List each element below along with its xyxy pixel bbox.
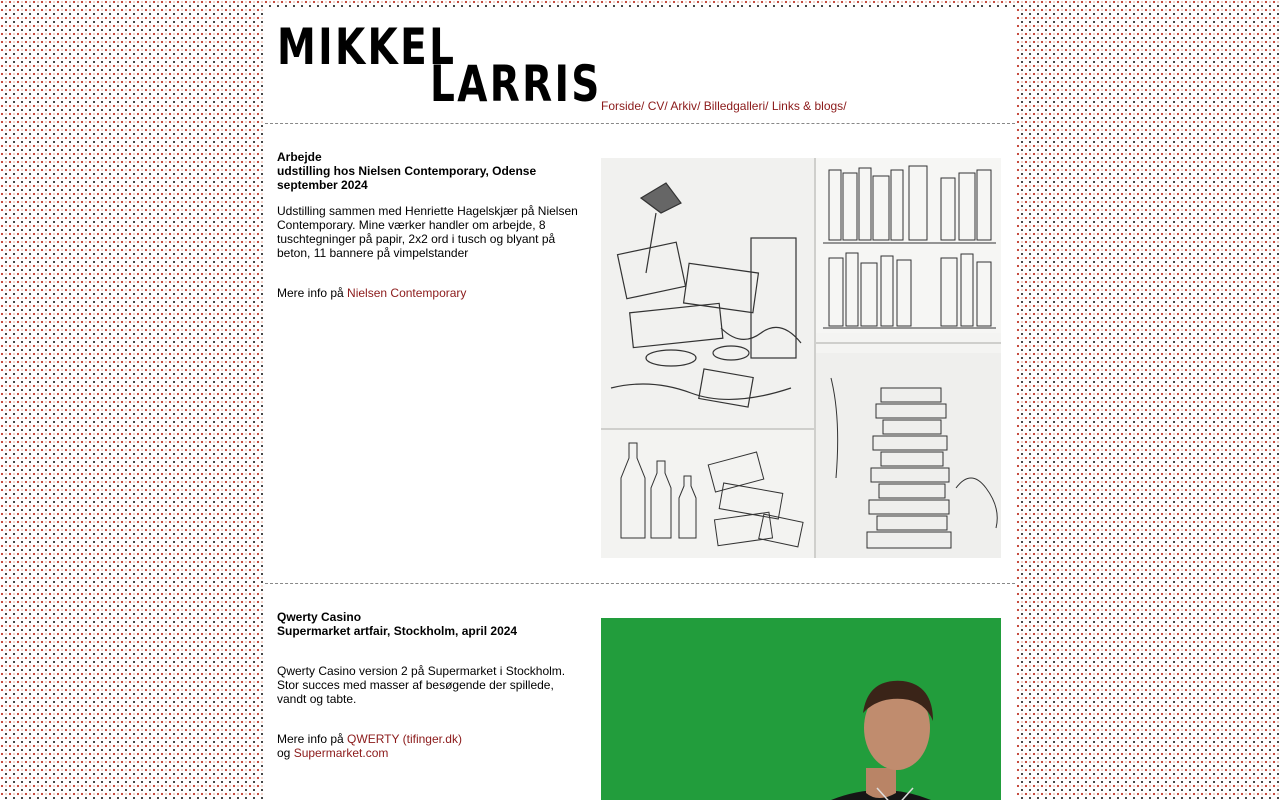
logo-line2: LARRIS [430, 55, 602, 113]
entry-arbejde [265, 124, 1015, 584]
drawing-illustration [601, 158, 1001, 558]
qwerty-casino-photo[interactable] [601, 618, 1001, 800]
nav-forside[interactable]: Forside [601, 99, 642, 113]
entry-text [277, 150, 582, 300]
logo-line1: MIKKEL [277, 18, 457, 76]
nielsen-contemporary-link[interactable]: Nielsen Contemporary [347, 286, 467, 300]
entry-description: Udstilling sammen med Henriette Hagelskjær på Nielsen Contemporary. Mine værker handler om arbejde, 8 tuschtegninger på papir, 2x2 ord i tusch og blyant på beton, 11 bannere på vimpelstander [277, 204, 578, 260]
artwork-drawing-image[interactable] [601, 158, 1001, 558]
nav-cv[interactable]: CV [647, 99, 665, 113]
nav-links-blogs[interactable]: Links & blogs [771, 99, 844, 113]
entry-subtitle: udstilling hos Nielsen Contemporary, Odense [277, 164, 537, 178]
entry-subtitle: Supermarket artfair, Stockholm, april 2024 [277, 624, 518, 638]
photo-illustration [601, 618, 1001, 800]
nav-billedgalleri[interactable]: Billedgalleri [703, 99, 766, 113]
entry-more-info: Mere info på QWERTY (tifinger.dk) [277, 732, 462, 746]
qwerty-link[interactable]: QWERTY (tifinger.dk) [347, 732, 462, 746]
main-nav: Forside/ CV/ Arkiv/ Billedgalleri/ Links & blogs/ [601, 99, 847, 113]
entry-text [277, 610, 582, 760]
entry-title: Qwerty Casino [277, 610, 362, 624]
entry-date: september 2024 [277, 178, 368, 192]
site-logo[interactable] [277, 18, 602, 113]
entry-title: Arbejde [277, 150, 322, 164]
entry-more-info-2: og Supermarket.com [277, 746, 389, 760]
page-container [265, 8, 1015, 800]
supermarket-link[interactable]: Supermarket.com [293, 746, 389, 760]
entry-more-info: Mere info på Nielsen Contemporary [277, 286, 467, 300]
entry-qwerty-casino [265, 584, 1015, 800]
header [265, 8, 1015, 124]
entry-description: Qwerty Casino version 2 på Supermarket i Stockholm. Stor succes med masser af besøgende der spillede, vandt og tabte. [277, 664, 566, 706]
nav-arkiv[interactable]: Arkiv [670, 99, 698, 113]
